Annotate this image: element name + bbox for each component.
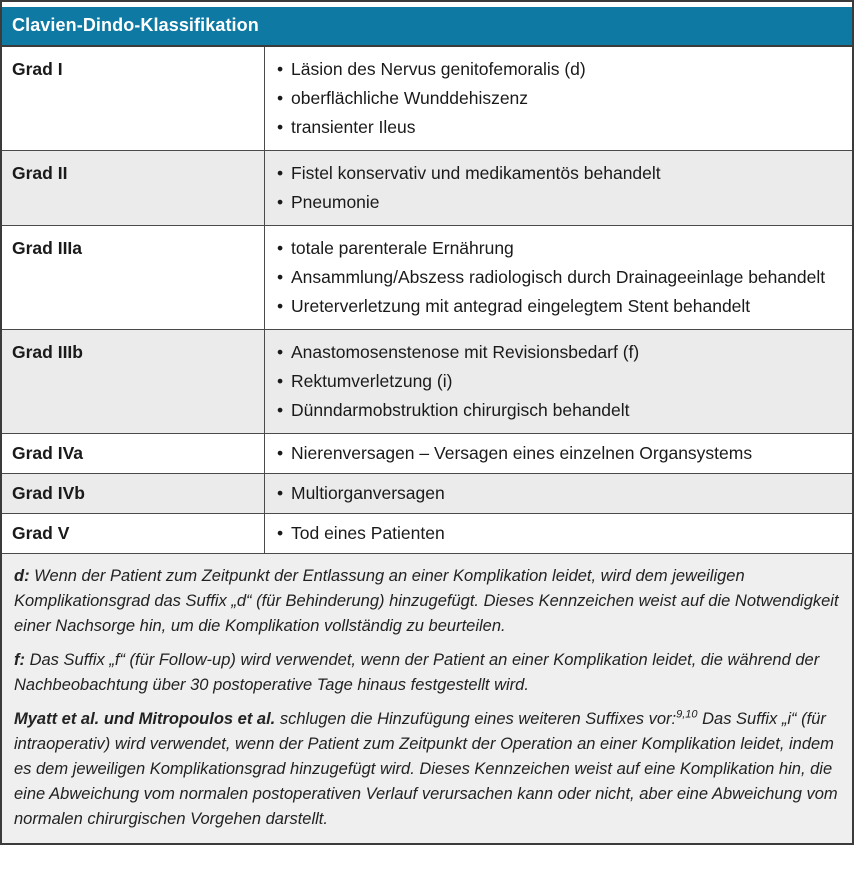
footnote-i-text-before-citation: schlugen die Hinzufügung eines weiteren Suffixes vor:: [275, 710, 677, 728]
grade-cell: Grad IVb: [2, 474, 265, 513]
grade-cell: Grad IVa: [2, 434, 265, 473]
table-row-grad-i: [2, 47, 852, 151]
list-item: [277, 396, 846, 425]
bullet-icon: •: [277, 483, 284, 503]
list-item-text: Tod eines Patienten: [291, 523, 445, 543]
table-row-grad-ii: [2, 151, 852, 226]
bullet-icon: •: [277, 371, 284, 391]
bullet-icon: •: [277, 88, 284, 108]
bullet-icon: •: [277, 443, 284, 463]
grade-cell: Grad I: [2, 47, 265, 150]
bullet-icon: •: [277, 192, 284, 212]
footnote-f-prefix: f:: [14, 651, 25, 669]
list-item-text: oberflächliche Wunddehiszenz: [291, 88, 529, 108]
content-cell: [265, 151, 852, 225]
list-item-text: Fistel konservativ und medikamentös behandelt: [291, 163, 661, 183]
list-item-text: transienter Ileus: [291, 117, 416, 137]
bullet-icon: •: [277, 523, 284, 543]
list-item: [277, 479, 846, 508]
footnotes-section: [2, 554, 852, 843]
list-item-text: Rektumverletzung (i): [291, 371, 453, 391]
content-cell: [265, 330, 852, 433]
footnote-d-text: Wenn der Patient zum Zeitpunkt der Entlassung an einer Komplikation leidet, wird dem jeweiligen Komplikationsgrad das Suffix „d“ (für Behinderung) hinzugefügt. Dieses Kennzeichen weist auf die Notwendigkeit einer Nachsorge hin, um die Komplikation vollständig zu beurteilen.: [14, 567, 839, 635]
footnote-d-prefix: d:: [14, 567, 30, 585]
table-row-grad-iiib: [2, 330, 852, 434]
list-item-text: Ansammlung/Abszess radiologisch durch Drainageeinlage behandelt: [291, 267, 826, 287]
list-item-text: totale parenterale Ernährung: [291, 238, 514, 258]
list-item: [277, 338, 846, 367]
grade-cell: Grad IIIa: [2, 226, 265, 329]
content-cell: [265, 47, 852, 150]
list-item: [277, 159, 846, 188]
table-row-grad-ivb: [2, 474, 852, 514]
table-row-grad-iiia: [2, 226, 852, 330]
grade-cell: Grad V: [2, 514, 265, 553]
list-item: [277, 113, 846, 142]
grade-cell: Grad II: [2, 151, 265, 225]
list-item: [277, 519, 846, 548]
table-title-bar: [2, 7, 852, 47]
list-item-text: Pneumonie: [291, 192, 380, 212]
list-item-text: Anastomosenstenose mit Revisionsbedarf (f): [291, 342, 640, 362]
list-item: [277, 234, 846, 263]
footnote-i: [14, 707, 840, 832]
bullet-icon: •: [277, 267, 284, 287]
bullet-icon: •: [277, 163, 284, 183]
footnote-f-text: Das Suffix „f“ (für Follow-up) wird verwendet, wenn der Patient an einer Komplikation leidet, die während der Nachbeobachtung über 30 postoperative Tage hinaus festgestellt wird.: [14, 651, 820, 694]
bullet-icon: •: [277, 59, 284, 79]
bullet-icon: •: [277, 296, 284, 316]
list-item: [277, 188, 846, 217]
content-cell: [265, 226, 852, 329]
grade-cell: Grad IIIb: [2, 330, 265, 433]
list-item: [277, 292, 846, 321]
table-title: Clavien-Dindo-Klassifikation: [12, 15, 259, 35]
citation-superscript: 9,10: [676, 708, 698, 721]
list-item-text: Ureterverletzung mit antegrad eingelegtem Stent behandelt: [291, 296, 751, 316]
bullet-icon: •: [277, 400, 284, 420]
list-item: [277, 367, 846, 396]
list-item: [277, 263, 846, 292]
list-item-text: Läsion des Nervus genitofemoralis (d): [291, 59, 586, 79]
footnote-d: [14, 564, 840, 639]
list-item-text: Multiorganversagen: [291, 483, 445, 503]
footnote-f: [14, 648, 840, 698]
bullet-icon: •: [277, 238, 284, 258]
list-item: [277, 84, 846, 113]
list-item-text: Dünndarmobstruktion chirurgisch behandelt: [291, 400, 630, 420]
list-item: [277, 439, 846, 468]
table-row-grad-v: [2, 514, 852, 554]
bullet-icon: •: [277, 342, 284, 362]
list-item-text: Nierenversagen – Versagen eines einzelnen Organsystems: [291, 443, 753, 463]
table-row-grad-iva: [2, 434, 852, 474]
footnote-i-text-after-citation: Das Suffix „i“ (für intraoperativ) wird verwendet, wenn der Patient zum Zeitpunkt der Operation an einer Komplikation leidet, indem es dem jeweiligen Komplikationsgrad hinzugefügt wird. Dieses Kennzeichen weist auf eine Komplikation hin, die eine Abweichung vom normalen postoperativen Verlauf verursachen kann oder nicht, aber eine Abweichung vom normalen chirurgischen Vorgehen darstellt.: [14, 710, 838, 828]
content-cell: [265, 434, 852, 473]
list-item: [277, 55, 846, 84]
footnote-i-authors: Myatt et al. und Mitropoulos et al.: [14, 710, 276, 728]
bullet-icon: •: [277, 117, 284, 137]
content-cell: [265, 514, 852, 553]
content-cell: [265, 474, 852, 513]
